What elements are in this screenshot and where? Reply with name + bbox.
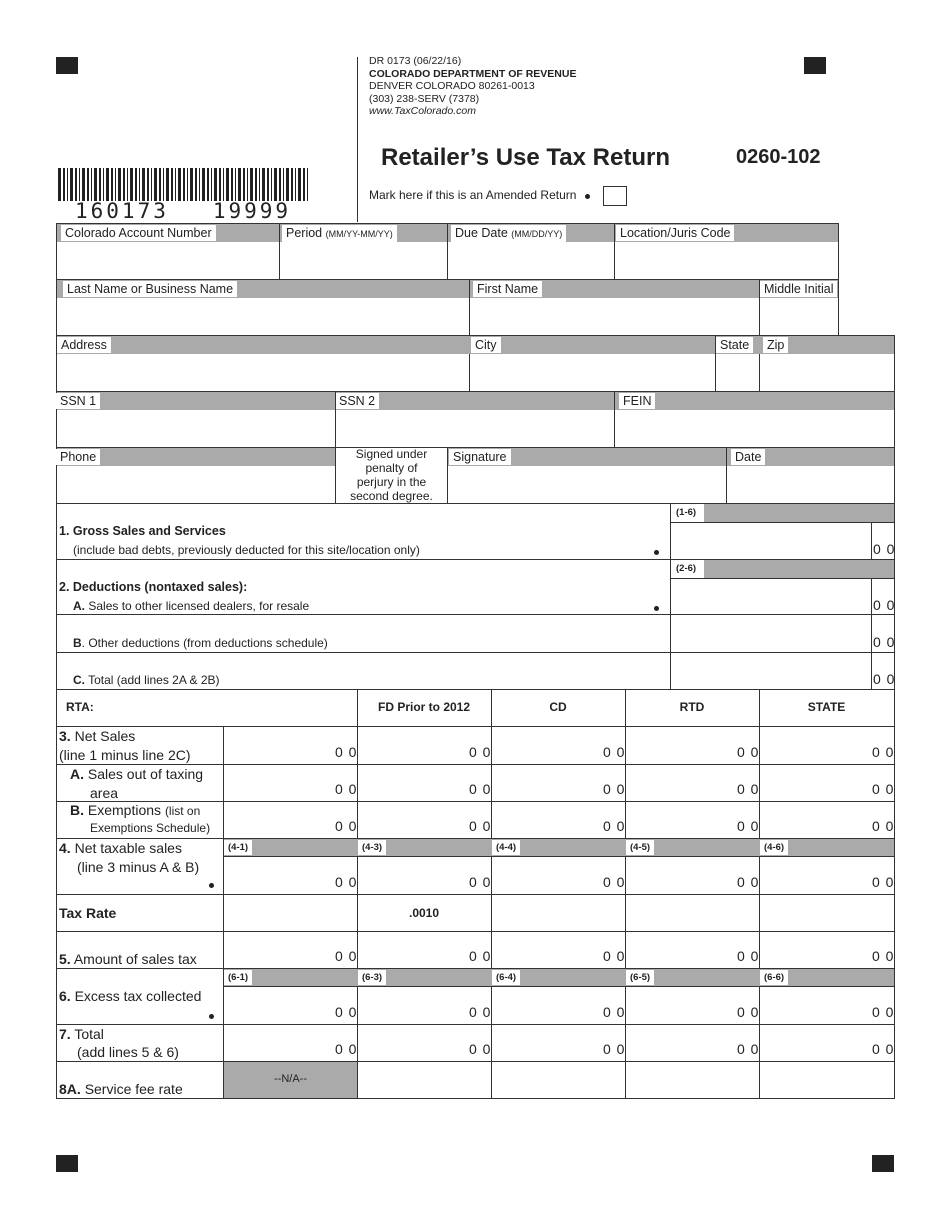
line3a-county-cents: 0 0	[335, 781, 358, 797]
line2a-cents: 0 0	[873, 597, 896, 613]
barcode-bar	[79, 168, 80, 201]
barcode-bar	[286, 168, 289, 201]
line5-rtd-cents: 0 0	[737, 948, 760, 964]
barcode-bar	[243, 168, 245, 201]
account-number-field[interactable]	[57, 243, 279, 279]
tax-rate-county-field[interactable]	[224, 895, 335, 931]
line4-rtd-cents: 0 0	[737, 874, 760, 890]
line5-label: 5. Amount of sales tax	[59, 951, 197, 967]
barcode-bar	[183, 168, 185, 201]
line2b-amount-field[interactable]	[671, 615, 871, 652]
barcode-bar	[142, 168, 145, 201]
line3b-cd-cents: 0 0	[603, 818, 626, 834]
barcode-bar	[202, 168, 205, 201]
line3a-cd-cents: 0 0	[603, 781, 626, 797]
barcode-bar	[298, 168, 301, 201]
line3-state-cents: 0 0	[872, 744, 895, 760]
first-name-label: First Name	[473, 281, 542, 297]
line3b-cd-field[interactable]	[492, 802, 603, 838]
col-state: STATE	[807, 700, 846, 714]
line4-rtd-field[interactable]	[626, 857, 737, 894]
city-field[interactable]	[470, 355, 715, 391]
date-label: Date	[731, 449, 765, 465]
fd-tax-rate: .0010	[408, 906, 440, 920]
line8a-fd-field[interactable]	[358, 1062, 469, 1098]
line4-code: (4-5)	[626, 840, 654, 855]
due-date-field[interactable]	[448, 243, 614, 279]
period-label: Period (MM/YY-MM/YY)	[282, 225, 397, 242]
line4-code: (4-6)	[760, 840, 788, 855]
barcode-bar	[75, 168, 77, 201]
line3-cd-field[interactable]	[492, 727, 603, 764]
line3b-county-field[interactable]	[224, 802, 335, 838]
required-dot	[654, 606, 659, 611]
barcode-left: 160173	[75, 199, 169, 223]
line3a-cd-field[interactable]	[492, 765, 603, 801]
corner-mark-bottom-right	[872, 1155, 894, 1172]
line6-county-cents: 0 0	[335, 1004, 358, 1020]
barcode-bar	[111, 168, 113, 201]
line2a-amount-field[interactable]	[671, 579, 871, 614]
line6-state-cents: 0 0	[872, 1004, 895, 1020]
line4-label: 4. Net taxable sales (line 3 minus A & B)	[59, 840, 200, 875]
barcode-bar	[178, 168, 181, 201]
location-label: Location/Juris Code	[616, 225, 734, 241]
required-dot	[654, 550, 659, 555]
agency-website[interactable]: www.TaxColorado.com	[369, 105, 476, 117]
line3a-fd-field[interactable]	[358, 765, 469, 801]
barcode-bar	[135, 168, 137, 201]
line3b-state-cents: 0 0	[872, 818, 895, 834]
line4-state-cents: 0 0	[872, 874, 895, 890]
line7-cd-field[interactable]	[492, 1025, 603, 1061]
ssn2-label: SSN 2	[335, 393, 379, 409]
line6-label: 6. Excess tax collected	[59, 988, 202, 1004]
barcode-bar	[91, 168, 92, 201]
line6-rtd-cents: 0 0	[737, 1004, 760, 1020]
line6-fd-field[interactable]	[358, 987, 469, 1024]
line4-county-field[interactable]	[224, 857, 335, 894]
ssn1-field[interactable]	[57, 411, 335, 447]
period-field[interactable]	[280, 243, 447, 279]
line2c-label: C. Total (add lines 2A & 2B)	[73, 673, 220, 687]
line3-rtd-cents: 0 0	[737, 744, 760, 760]
line3a-county-field[interactable]	[224, 765, 335, 801]
line3b-state-field[interactable]	[760, 802, 872, 838]
barcode-bar	[123, 168, 125, 201]
line3b-county-cents: 0 0	[335, 818, 358, 834]
line6-state-field[interactable]	[760, 987, 872, 1024]
barcode-bar	[207, 168, 209, 201]
amended-checkbox[interactable]	[603, 186, 627, 206]
barcode-bar	[118, 168, 121, 201]
form-title: Retailer’s Use Tax Return	[381, 144, 670, 171]
barcode-bar	[255, 168, 257, 201]
barcode-bar	[87, 168, 89, 201]
required-dot	[209, 1014, 214, 1019]
line7-rtd-field[interactable]	[626, 1025, 737, 1061]
barcode-bar	[106, 168, 109, 201]
line7-rtd-cents: 0 0	[737, 1041, 760, 1057]
line4-fd-cents: 0 0	[469, 874, 492, 890]
col-rtd: RTD	[679, 700, 705, 714]
line4-cd-field[interactable]	[492, 857, 603, 894]
barcode-bar	[199, 168, 200, 201]
line3-county-cents: 0 0	[335, 744, 358, 760]
corner-mark-top-left	[56, 57, 78, 74]
line7-county-cents: 0 0	[335, 1041, 358, 1057]
barcode-bar	[195, 168, 197, 201]
barcode-bar	[166, 168, 169, 201]
line5-cd-cents: 0 0	[603, 948, 626, 964]
barcode-bar	[147, 168, 149, 201]
line6-cd-cents: 0 0	[603, 1004, 626, 1020]
line5-fd-field[interactable]	[358, 932, 469, 968]
required-dot	[585, 194, 590, 199]
barcode-bar	[99, 168, 101, 201]
barcode-bar	[127, 168, 128, 201]
line5-county-cents: 0 0	[335, 948, 358, 964]
barcode-bar	[259, 168, 260, 201]
line5-county-field[interactable]	[224, 932, 335, 968]
due-date-label: Due Date (MM/DD/YY)	[451, 225, 566, 242]
line1-amount-field[interactable]	[671, 523, 871, 558]
barcode-bar	[274, 168, 277, 201]
line3-fd-cents: 0 0	[469, 744, 492, 760]
barcode-bar	[267, 168, 269, 201]
barcode-bar	[226, 168, 229, 201]
zip-label: Zip	[763, 337, 788, 353]
na-text: --N/A--	[274, 1073, 307, 1085]
line4-fd-field[interactable]	[358, 857, 469, 894]
line4-cd-cents: 0 0	[603, 874, 626, 890]
line4-state-field[interactable]	[760, 857, 872, 894]
line3-label: 3. Net Sales (line 1 minus line 2C)	[59, 728, 191, 763]
barcode-bar	[250, 168, 253, 201]
signature-field[interactable]	[448, 467, 726, 503]
line3a-fd-cents: 0 0	[469, 781, 492, 797]
barcode-bar	[231, 168, 233, 201]
line6-county-field[interactable]	[224, 987, 335, 1024]
date-field[interactable]	[727, 467, 894, 503]
barcode-bar	[82, 168, 85, 201]
line6-code: (6-1)	[224, 970, 252, 985]
state-label: State	[716, 337, 753, 353]
line2a-label: A. Sales to other licensed dealers, for resale	[73, 599, 310, 613]
line8a-label: 8A. Service fee rate	[59, 1081, 183, 1097]
line3a-rtd-cents: 0 0	[737, 781, 760, 797]
line5-rtd-field[interactable]	[626, 932, 737, 968]
line3-cd-cents: 0 0	[603, 744, 626, 760]
barcode-bar	[94, 168, 97, 201]
line3a-rtd-field[interactable]	[626, 765, 737, 801]
agency-name: COLORADO DEPARTMENT OF REVENUE	[369, 67, 577, 80]
line7-cd-cents: 0 0	[603, 1041, 626, 1057]
agency-block	[369, 55, 576, 118]
line5-state-cents: 0 0	[872, 948, 895, 964]
barcode-bar	[175, 168, 176, 201]
middle-initial-label: Middle Initial	[760, 281, 837, 297]
line6-code: (6-4)	[492, 970, 520, 985]
line3-fd-field[interactable]	[358, 727, 469, 764]
line3b-rtd-field[interactable]	[626, 802, 737, 838]
col-fd: FD Prior to 2012	[377, 700, 471, 714]
barcode-bar	[247, 168, 248, 201]
line7-label: 7. Total (add lines 5 & 6)	[59, 1026, 179, 1060]
barcode-bar	[211, 168, 212, 201]
required-dot	[209, 883, 214, 888]
barcode-bar	[58, 168, 61, 201]
line6-fd-cents: 0 0	[469, 1004, 492, 1020]
barcode-bar	[235, 168, 236, 201]
city-label: City	[471, 337, 501, 353]
barcode-bar	[238, 168, 241, 201]
state-field[interactable]	[716, 355, 759, 391]
line5-fd-cents: 0 0	[469, 948, 492, 964]
line1-cents: 0 0	[873, 541, 896, 557]
col-cd: CD	[549, 700, 567, 714]
corner-mark-top-right	[804, 57, 826, 74]
line7-fd-cents: 0 0	[469, 1041, 492, 1057]
line3a-state-field[interactable]	[760, 765, 872, 801]
line7-state-field[interactable]	[760, 1025, 872, 1061]
barcode-bar	[70, 168, 73, 201]
barcode-bar	[262, 168, 265, 201]
ssn2-field[interactable]	[336, 411, 614, 447]
barcode-bar	[279, 168, 281, 201]
line4-county-cents: 0 0	[335, 874, 358, 890]
fein-field[interactable]	[615, 411, 894, 447]
line2c-amount-field[interactable]	[671, 653, 871, 689]
line3b-fd-cents: 0 0	[469, 818, 492, 834]
barcode-bar	[295, 168, 296, 201]
line1-subtitle: (include bad debts, previously deducted for this site/location only)	[73, 543, 420, 557]
barcode-number	[75, 199, 291, 223]
tax-rate-cd-field[interactable]	[492, 895, 603, 931]
line8a-cd-field[interactable]	[492, 1062, 603, 1098]
line5-state-field[interactable]	[760, 932, 872, 968]
barcode-bar	[187, 168, 188, 201]
barcode	[58, 168, 310, 201]
line6-rtd-field[interactable]	[626, 987, 737, 1024]
line1-code: (1-6)	[676, 507, 697, 518]
barcode-bar	[171, 168, 173, 201]
line7-fd-field[interactable]	[358, 1025, 469, 1061]
location-field[interactable]	[615, 243, 838, 279]
barcode-bar	[139, 168, 140, 201]
address-label: Address	[57, 337, 111, 353]
tax-rate-rtd-field[interactable]	[626, 895, 737, 931]
address-field[interactable]	[57, 355, 469, 391]
line3a-label: A. Sales out of taxing area	[70, 766, 204, 801]
line8a-state-field[interactable]	[760, 1062, 872, 1098]
last-name-label: Last Name or Business Name	[63, 281, 237, 297]
line2-title: 2. Deductions (nontaxed sales):	[59, 580, 248, 594]
first-name-field[interactable]	[470, 299, 759, 335]
agency-address: DENVER COLORADO 80261-0013	[369, 80, 535, 92]
line4-code: (4-4)	[492, 840, 520, 855]
barcode-bar	[103, 168, 104, 201]
line6-code: (6-6)	[760, 970, 788, 985]
agency-phone: (303) 238-SERV (7378)	[369, 92, 480, 105]
corner-mark-bottom-left	[56, 1155, 78, 1172]
line8a-rtd-field[interactable]	[626, 1062, 737, 1098]
tax-rate-label: Tax Rate	[59, 905, 117, 921]
account-number-label: Colorado Account Number	[61, 225, 216, 241]
line3b-fd-field[interactable]	[358, 802, 469, 838]
fein-label: FEIN	[619, 393, 655, 409]
barcode-right: 19999	[212, 199, 292, 223]
line3-county-field[interactable]	[224, 727, 335, 764]
perjury-note: Signed under penalty of perjury in the second degree.	[350, 447, 433, 503]
line6-code: (6-5)	[626, 970, 654, 985]
line2b-cents: 0 0	[873, 634, 896, 650]
barcode-bar	[307, 168, 308, 201]
last-name-field[interactable]	[57, 299, 469, 335]
form-number: 0260-102	[736, 146, 821, 168]
phone-field[interactable]	[57, 467, 335, 503]
zip-field[interactable]	[760, 355, 894, 391]
line3b-rtd-cents: 0 0	[737, 818, 760, 834]
line3-rtd-field[interactable]	[626, 727, 737, 764]
rta-label: RTA:	[66, 700, 94, 714]
line1-title: 1. Gross Sales and Services	[59, 524, 226, 538]
barcode-bar	[130, 168, 133, 201]
barcode-bar	[63, 168, 65, 201]
phone-label: Phone	[56, 449, 100, 465]
middle-initial-field[interactable]	[760, 299, 838, 335]
line6-cd-field[interactable]	[492, 987, 603, 1024]
barcode-bar	[163, 168, 164, 201]
barcode-bar	[303, 168, 305, 201]
line4-code: (4-1)	[224, 840, 252, 855]
line6-code: (6-3)	[358, 970, 386, 985]
ssn1-label: SSN 1	[56, 393, 100, 409]
line4-code: (4-3)	[358, 840, 386, 855]
tax-rate-state-field[interactable]	[760, 895, 872, 931]
line2b-label: B. Other deductions (from deductions schedule)	[73, 636, 328, 650]
header-divider	[357, 57, 358, 222]
barcode-bar	[283, 168, 284, 201]
barcode-bar	[271, 168, 272, 201]
barcode-bar	[151, 168, 152, 201]
form-code: DR 0173 (06/22/16)	[369, 55, 462, 67]
barcode-bar	[291, 168, 293, 201]
barcode-bar	[154, 168, 157, 201]
signature-label: Signature	[449, 449, 511, 465]
line7-county-field[interactable]	[224, 1025, 335, 1061]
barcode-bar	[214, 168, 217, 201]
line3a-state-cents: 0 0	[872, 781, 895, 797]
barcode-bar	[219, 168, 221, 201]
barcode-bar	[190, 168, 193, 201]
barcode-bar	[115, 168, 116, 201]
line7-state-cents: 0 0	[872, 1041, 895, 1057]
line2c-cents: 0 0	[873, 671, 896, 687]
amended-label: Mark here if this is an Amended Return	[369, 188, 577, 202]
line5-cd-field[interactable]	[492, 932, 603, 968]
barcode-bar	[159, 168, 161, 201]
line2-code: (2-6)	[676, 563, 697, 574]
line3b-label: B. Exemptions (list on Exemptions Schedule)	[70, 802, 211, 835]
barcode-bar	[67, 168, 68, 201]
line3-state-field[interactable]	[760, 727, 872, 764]
barcode-bar	[223, 168, 224, 201]
